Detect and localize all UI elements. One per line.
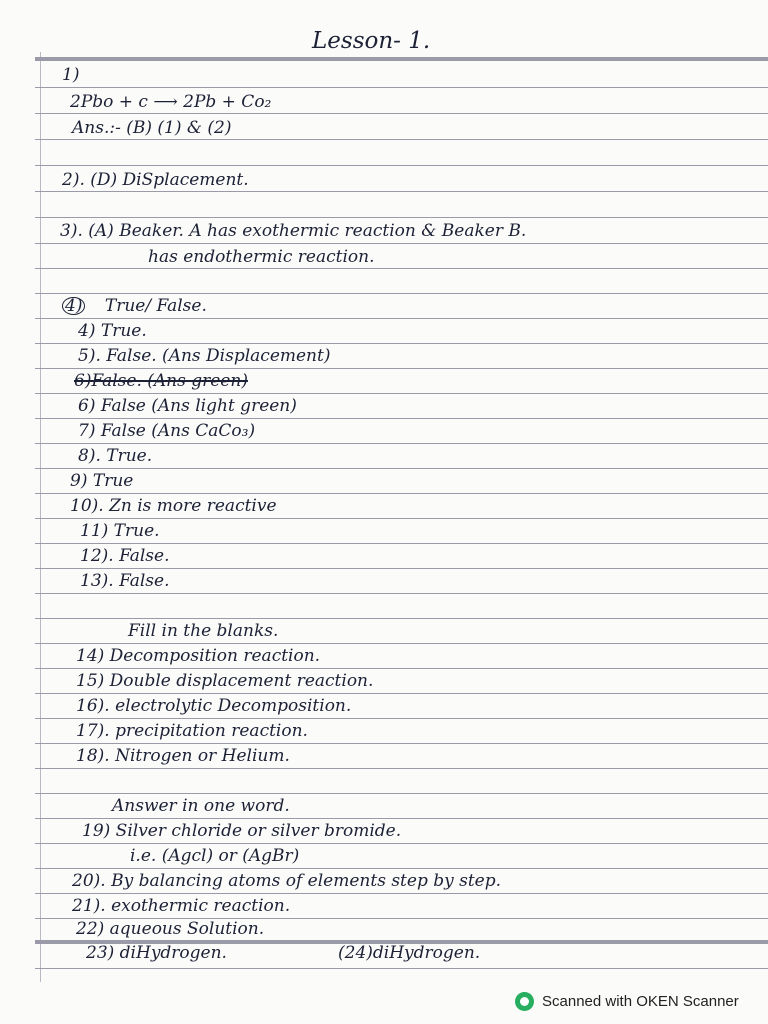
oken-scanner-logo-icon bbox=[515, 992, 534, 1011]
answer-line: 2Pbo + c ⟶ 2Pb + Co₂ bbox=[70, 92, 272, 112]
ruled-line bbox=[35, 318, 768, 319]
ruled-line bbox=[35, 893, 768, 894]
answer-line: 3). (A) Beaker. A has exothermic reaction & Beaker B. bbox=[60, 221, 527, 241]
answer-line: 7) False (Ans CaCo₃) bbox=[78, 421, 256, 441]
answer-line: 10). Zn is more reactive bbox=[70, 496, 277, 516]
answer-line: 4) True. bbox=[78, 321, 147, 341]
scanner-watermark bbox=[515, 990, 739, 1012]
ruled-line bbox=[35, 139, 768, 140]
answer-line: 20). By balancing atoms of elements step by step. bbox=[72, 871, 502, 891]
ruled-line bbox=[35, 443, 768, 444]
answer-line: Ans.:- (B) (1) & (2) bbox=[72, 118, 232, 138]
answer-line: 18). Nitrogen or Helium. bbox=[76, 746, 290, 766]
answer-line: 13). False. bbox=[80, 571, 170, 591]
ruled-line bbox=[35, 343, 768, 344]
ruled-line bbox=[35, 693, 768, 694]
answer-line: 17). precipitation reaction. bbox=[76, 721, 308, 741]
ruled-line bbox=[35, 243, 768, 244]
page-title: Lesson- 1. bbox=[312, 28, 431, 54]
ruled-line bbox=[35, 518, 768, 519]
ruled-line bbox=[35, 768, 768, 769]
ruled-line bbox=[35, 618, 768, 619]
ruled-line bbox=[35, 493, 768, 494]
section-heading-one-word: Answer in one word. bbox=[112, 796, 290, 816]
answer-line: 5). False. (Ans Displacement) bbox=[78, 346, 331, 366]
ruled-line bbox=[35, 368, 768, 369]
ruled-line bbox=[35, 743, 768, 744]
ruled-line bbox=[35, 165, 768, 166]
circled-number: 4) bbox=[62, 297, 85, 315]
answer-line: 6) False (Ans light green) bbox=[78, 396, 297, 416]
ruled-line bbox=[35, 217, 768, 218]
answer-line: 23) diHydrogen. bbox=[86, 943, 227, 963]
ruled-line bbox=[35, 543, 768, 544]
answer-line: 8). True. bbox=[78, 446, 153, 466]
ruled-line bbox=[35, 868, 768, 869]
ruled-line bbox=[35, 293, 768, 294]
ruled-line bbox=[35, 191, 768, 192]
answer-line: 9) True bbox=[70, 471, 134, 491]
ruled-line bbox=[35, 113, 768, 114]
answer-line: 11) True. bbox=[80, 521, 160, 541]
ruled-line bbox=[35, 643, 768, 644]
section-heading-label: True/ False. bbox=[104, 296, 207, 316]
ruled-line bbox=[35, 57, 768, 61]
ruled-line bbox=[35, 418, 768, 419]
answer-line: 1) bbox=[62, 65, 80, 85]
ruled-line bbox=[35, 843, 768, 844]
ruled-line bbox=[35, 87, 768, 88]
answer-line: 19) Silver chloride or silver bromide. bbox=[82, 821, 402, 841]
answer-line: 12). False. bbox=[80, 546, 170, 566]
answer-line: 2). (D) DiSplacement. bbox=[62, 170, 249, 190]
answer-line: 15) Double displacement reaction. bbox=[76, 671, 374, 691]
ruled-line bbox=[35, 718, 768, 719]
section-heading-true-false bbox=[62, 295, 207, 317]
answer-line: 22) aqueous Solution. bbox=[76, 919, 265, 939]
answer-line: (24)diHydrogen. bbox=[338, 943, 481, 963]
section-heading-fill-blanks: Fill in the blanks. bbox=[128, 621, 279, 641]
ruled-line bbox=[35, 968, 768, 969]
ruled-line bbox=[35, 393, 768, 394]
ruled-line bbox=[35, 268, 768, 269]
ruled-line bbox=[35, 818, 768, 819]
ruled-line bbox=[35, 793, 768, 794]
ruled-line bbox=[35, 593, 768, 594]
ruled-line bbox=[35, 468, 768, 469]
answer-line: 16). electrolytic Decomposition. bbox=[76, 696, 352, 716]
ruled-line bbox=[35, 568, 768, 569]
ruled-line bbox=[35, 668, 768, 669]
answer-line: i.e. (Agcl) or (AgBr) bbox=[130, 846, 300, 866]
answer-line: has endothermic reaction. bbox=[148, 247, 375, 267]
answer-line: 14) Decomposition reaction. bbox=[76, 646, 321, 666]
crossed-out-line: 6)False. (Ans green) bbox=[74, 371, 248, 391]
scanner-watermark-text: Scanned with OKEN Scanner bbox=[542, 992, 739, 1010]
answer-line: 21). exothermic reaction. bbox=[72, 896, 291, 916]
